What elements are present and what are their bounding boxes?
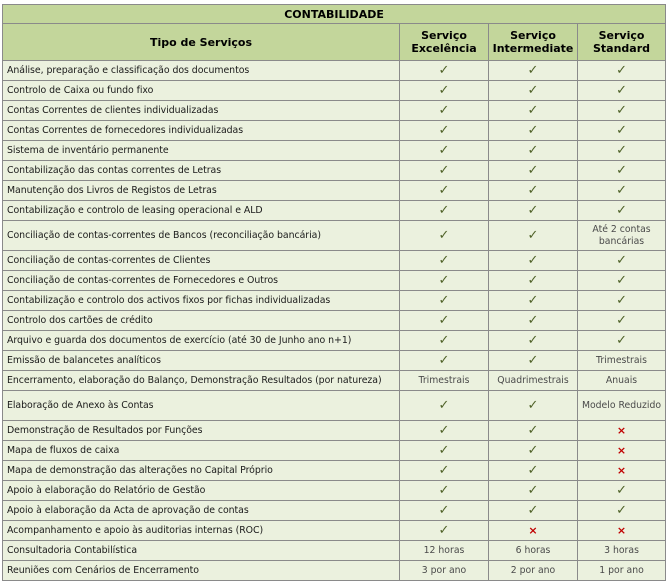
check-icon: ✓ <box>438 273 450 288</box>
check-icon: ✓ <box>438 503 450 518</box>
check-icon: ✓ <box>438 103 450 118</box>
cell-intermediate <box>489 501 578 521</box>
check-icon: ✓ <box>527 123 539 138</box>
table-row <box>3 251 666 271</box>
cell-text: Modelo Reduzido <box>581 399 662 411</box>
header-excelencia: Serviço Excelência <box>400 24 489 61</box>
row-label: Consultadoria Contabilística <box>3 541 400 561</box>
cell-standard <box>578 201 666 221</box>
check-icon: ✓ <box>527 313 539 328</box>
cell-intermediate <box>489 311 578 331</box>
row-label: Manutenção dos Livros de Registos de Letras <box>3 181 400 201</box>
cell-intermediate <box>489 141 578 161</box>
check-icon: ✓ <box>527 273 539 288</box>
check-icon: ✓ <box>527 333 539 348</box>
cell-excelencia <box>400 461 489 481</box>
cell-excelencia <box>400 81 489 101</box>
check-icon: ✓ <box>438 143 450 158</box>
cell-standard <box>578 481 666 501</box>
cell-excelencia <box>400 161 489 181</box>
check-icon: ✓ <box>616 333 627 348</box>
cell-intermediate <box>489 521 578 541</box>
row-label: Conciliação de contas-correntes de Fornecedores e Outros <box>3 271 400 291</box>
row-label: Elaboração de Anexo às Contas <box>3 391 400 421</box>
cell-excelencia <box>400 371 489 391</box>
cell-standard <box>578 101 666 121</box>
check-icon: ✓ <box>438 463 450 478</box>
row-label: Contabilização e controlo dos activos fixos por fichas individualizadas <box>3 291 400 311</box>
cell-standard <box>578 291 666 311</box>
cell-excelencia <box>400 121 489 141</box>
check-icon: ✓ <box>616 203 627 218</box>
cell-intermediate <box>489 101 578 121</box>
cross-icon: × <box>528 524 538 537</box>
table-row <box>3 61 666 81</box>
check-icon: ✓ <box>438 423 450 438</box>
table-body <box>3 61 666 581</box>
cell-excelencia <box>400 291 489 311</box>
cell-standard <box>578 61 666 81</box>
row-label: Mapa de demonstração das alterações no Capital Próprio <box>3 461 400 481</box>
check-icon: ✓ <box>616 483 627 498</box>
cell-excelencia <box>400 481 489 501</box>
cell-standard <box>578 391 666 421</box>
table-row <box>3 311 666 331</box>
cross-icon: × <box>616 424 627 437</box>
cell-text: 3 horas <box>604 544 639 556</box>
check-icon: ✓ <box>527 293 539 308</box>
check-icon: ✓ <box>527 228 539 243</box>
cell-excelencia <box>400 201 489 221</box>
check-icon: ✓ <box>616 183 627 198</box>
check-icon: ✓ <box>527 83 539 98</box>
cell-text: 12 horas <box>423 544 465 556</box>
check-icon: ✓ <box>527 398 539 413</box>
check-icon: ✓ <box>616 163 627 178</box>
cell-excelencia <box>400 541 489 561</box>
table-row <box>3 331 666 351</box>
cell-intermediate <box>489 461 578 481</box>
cell-standard <box>578 461 666 481</box>
cell-intermediate <box>489 481 578 501</box>
cell-text: Quadrimestrais <box>497 374 569 386</box>
cell-intermediate <box>489 391 578 421</box>
row-label: Contabilização das contas correntes de Letras <box>3 161 400 181</box>
check-icon: ✓ <box>527 443 539 458</box>
cell-standard <box>578 271 666 291</box>
row-label: Acompanhamento e apoio às auditorias internas (ROC) <box>3 521 400 541</box>
check-icon: ✓ <box>438 123 450 138</box>
check-icon: ✓ <box>527 463 539 478</box>
cross-icon: × <box>616 444 627 457</box>
row-label: Sistema de inventário permanente <box>3 141 400 161</box>
table-row <box>3 541 666 561</box>
cell-excelencia <box>400 391 489 421</box>
cell-intermediate <box>489 291 578 311</box>
table-row <box>3 291 666 311</box>
check-icon: ✓ <box>438 398 450 413</box>
check-icon: ✓ <box>527 63 539 78</box>
check-icon: ✓ <box>438 253 450 268</box>
cell-intermediate <box>489 161 578 181</box>
check-icon: ✓ <box>438 63 450 78</box>
check-icon: ✓ <box>438 523 450 538</box>
row-label: Conciliação de contas-correntes de Bancos (reconciliação bancária) <box>3 221 400 251</box>
cell-standard <box>578 331 666 351</box>
cell-standard <box>578 251 666 271</box>
check-icon: ✓ <box>527 183 539 198</box>
table-row <box>3 161 666 181</box>
cell-excelencia <box>400 311 489 331</box>
cell-standard <box>578 541 666 561</box>
row-label: Emissão de balancetes analíticos <box>3 351 400 371</box>
cell-text: Até 2 contas bancárias <box>592 223 651 247</box>
cell-intermediate <box>489 121 578 141</box>
service-comparison-table <box>2 4 666 581</box>
table-row <box>3 481 666 501</box>
table-row <box>3 271 666 291</box>
table-row <box>3 561 666 581</box>
cell-standard <box>578 81 666 101</box>
cell-text: 3 por ano <box>421 564 467 576</box>
cell-excelencia <box>400 251 489 271</box>
row-label: Demonstração de Resultados por Funções <box>3 421 400 441</box>
cell-standard <box>578 161 666 181</box>
service-table-container <box>2 4 666 581</box>
check-icon: ✓ <box>616 83 627 98</box>
cell-intermediate <box>489 221 578 251</box>
check-icon: ✓ <box>438 443 450 458</box>
check-icon: ✓ <box>616 313 627 328</box>
row-label: Apoio à elaboração do Relatório de Gestão <box>3 481 400 501</box>
check-icon: ✓ <box>438 83 450 98</box>
table-title: CONTABILIDADE <box>3 5 666 24</box>
table-row <box>3 201 666 221</box>
table-row <box>3 461 666 481</box>
table-row <box>3 141 666 161</box>
check-icon: ✓ <box>616 253 627 268</box>
cross-icon: × <box>616 464 627 477</box>
table-row <box>3 391 666 421</box>
check-icon: ✓ <box>527 423 539 438</box>
cell-text: 1 por ano <box>599 564 644 576</box>
cell-standard <box>578 121 666 141</box>
check-icon: ✓ <box>527 503 539 518</box>
cell-excelencia <box>400 561 489 581</box>
table-row <box>3 521 666 541</box>
row-label: Contas Correntes de fornecedores individualizadas <box>3 121 400 141</box>
cell-intermediate <box>489 271 578 291</box>
cell-intermediate <box>489 251 578 271</box>
check-icon: ✓ <box>438 333 450 348</box>
cross-icon: × <box>616 524 627 537</box>
row-label: Conciliação de contas-correntes de Clientes <box>3 251 400 271</box>
check-icon: ✓ <box>438 293 450 308</box>
cell-intermediate <box>489 201 578 221</box>
check-icon: ✓ <box>616 63 627 78</box>
cell-text: Trimestrais <box>596 354 647 366</box>
header-standard: Serviço Standard <box>578 24 666 61</box>
cell-intermediate <box>489 441 578 461</box>
check-icon: ✓ <box>616 143 627 158</box>
cell-intermediate <box>489 371 578 391</box>
cell-intermediate <box>489 331 578 351</box>
cell-intermediate <box>489 61 578 81</box>
cell-excelencia <box>400 141 489 161</box>
check-icon: ✓ <box>438 313 450 328</box>
row-label: Análise, preparação e classificação dos documentos <box>3 61 400 81</box>
table-row <box>3 441 666 461</box>
cell-excelencia <box>400 501 489 521</box>
check-icon: ✓ <box>527 253 539 268</box>
cell-excelencia <box>400 271 489 291</box>
row-label: Mapa de fluxos de caixa <box>3 441 400 461</box>
check-icon: ✓ <box>527 103 539 118</box>
table-row <box>3 181 666 201</box>
check-icon: ✓ <box>527 143 539 158</box>
cell-excelencia <box>400 441 489 461</box>
table-row <box>3 501 666 521</box>
table-row <box>3 371 666 391</box>
check-icon: ✓ <box>438 183 450 198</box>
cell-standard <box>578 221 666 251</box>
cell-excelencia <box>400 61 489 81</box>
table-row <box>3 421 666 441</box>
row-label: Arquivo e guarda dos documentos de exercício (até 30 de Junho ano n+1) <box>3 331 400 351</box>
check-icon: ✓ <box>527 483 539 498</box>
cell-text: 6 horas <box>515 544 551 556</box>
row-label: Apoio à elaboração da Acta de aprovação de contas <box>3 501 400 521</box>
cell-intermediate <box>489 541 578 561</box>
check-icon: ✓ <box>616 103 627 118</box>
cell-standard <box>578 371 666 391</box>
check-icon: ✓ <box>616 293 627 308</box>
header-service-type: Tipo de Serviços <box>3 24 400 61</box>
cell-standard <box>578 311 666 331</box>
cell-standard <box>578 181 666 201</box>
row-label: Contas Correntes de clientes individualizadas <box>3 101 400 121</box>
cell-excelencia <box>400 181 489 201</box>
cell-text: Anuais <box>605 374 638 386</box>
cell-excelencia <box>400 521 489 541</box>
cell-intermediate <box>489 81 578 101</box>
check-icon: ✓ <box>438 203 450 218</box>
check-icon: ✓ <box>616 503 627 518</box>
check-icon: ✓ <box>616 273 627 288</box>
cell-intermediate <box>489 421 578 441</box>
table-row <box>3 81 666 101</box>
cell-intermediate <box>489 561 578 581</box>
check-icon: ✓ <box>616 123 627 138</box>
row-label: Controlo de Caixa ou fundo fixo <box>3 81 400 101</box>
table-row <box>3 351 666 371</box>
cell-intermediate <box>489 181 578 201</box>
row-label: Reuniões com Cenários de Encerramento <box>3 561 400 581</box>
cell-standard <box>578 351 666 371</box>
check-icon: ✓ <box>527 353 539 368</box>
cell-standard <box>578 521 666 541</box>
cell-text: Trimestrais <box>418 374 470 386</box>
cell-standard <box>578 421 666 441</box>
check-icon: ✓ <box>438 353 450 368</box>
cell-intermediate <box>489 351 578 371</box>
cell-excelencia <box>400 331 489 351</box>
cell-text: 2 por ano <box>510 564 556 576</box>
table-row <box>3 101 666 121</box>
cell-excelencia <box>400 421 489 441</box>
cell-standard <box>578 501 666 521</box>
check-icon: ✓ <box>438 228 450 243</box>
row-label: Controlo dos cartões de crédito <box>3 311 400 331</box>
cell-excelencia <box>400 221 489 251</box>
header-intermediate: Serviço Intermediate <box>489 24 578 61</box>
cell-standard <box>578 561 666 581</box>
check-icon: ✓ <box>438 163 450 178</box>
check-icon: ✓ <box>438 483 450 498</box>
row-label: Encerramento, elaboração do Balanço, Demonstração Resultados (por natureza) <box>3 371 400 391</box>
row-label: Contabilização e controlo de leasing operacional e ALD <box>3 201 400 221</box>
cell-excelencia <box>400 351 489 371</box>
table-row <box>3 221 666 251</box>
check-icon: ✓ <box>527 163 539 178</box>
cell-standard <box>578 441 666 461</box>
cell-excelencia <box>400 101 489 121</box>
cell-standard <box>578 141 666 161</box>
table-row <box>3 121 666 141</box>
check-icon: ✓ <box>527 203 539 218</box>
